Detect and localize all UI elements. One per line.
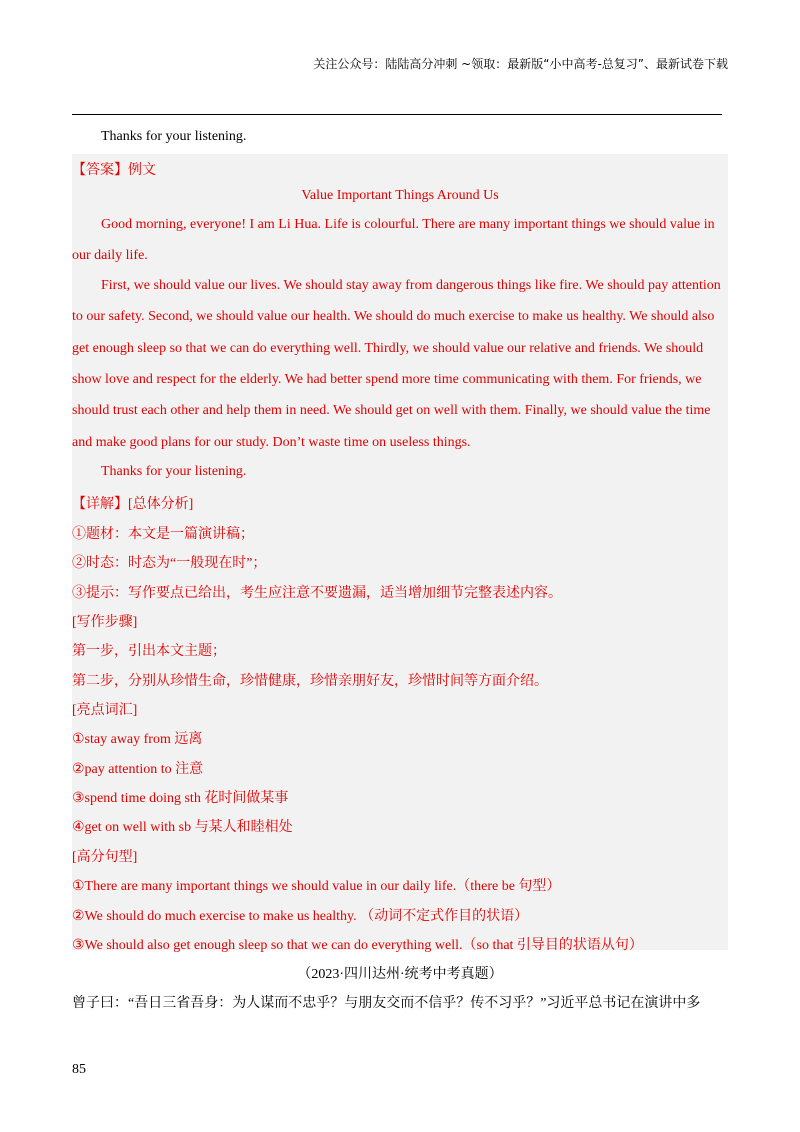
next-question-text: 曾子曰：“吾日三省吾身：为人谋而不忠乎？与朋友交而不信乎？传不习乎？”习近平总书记在演讲中多 [72,996,701,1011]
sentence-item: ③We should also get enough sleep so that we can do everything well.（so that 引导目的状语从句） [72,938,643,953]
page-number: 85 [72,1062,86,1077]
essay-title: Value Important Things Around Us [301,188,499,203]
vocab-item: ③spend time doing sth 花时间做某事 [72,791,289,806]
essay-line: and make good plans for our study. Don’t waste time on useless things. [72,435,471,450]
closing-line: Thanks for your listening. [101,129,247,144]
essay-line: our daily life. [72,248,148,263]
essay-line: First, we should value our lives. We should stay away from dangerous things like fire. We should pay attention [101,278,721,293]
question-source: （2023·四川达州·统考中考真题） [297,967,503,982]
header-rule [72,114,722,115]
sentences-label: [高分句型] [72,850,138,865]
vocab-item: ④get on well with sb 与某人和睦相处 [72,820,293,835]
page-header: 关注公众号：陆陆高分冲刺 ~领取：最新版“小中高考-总复习”、最新试卷下载 [313,57,728,71]
step-item: 第二步，分别从珍惜生命，珍惜健康，珍惜亲朋好友，珍惜时间等方面介绍。 [72,674,548,689]
essay-line: show love and respect for the elderly. We had better spend more time communicating with them. For friends, we [72,372,702,387]
overall-item: ①题材：本文是一篇演讲稿； [72,527,254,542]
essay-line: to our safety. Second, we should value our health. We should do much exercise to make us healthy. We should also [72,309,715,324]
essay-line: Thanks for your listening. [101,464,247,479]
overall-item: ③提示：写作要点已给出，考生应注意不要遗漏，适当增加细节完整表述内容。 [72,586,562,601]
vocab-item: ②pay attention to 注意 [72,762,204,777]
vocab-item: ①stay away from 远离 [72,732,203,747]
sentence-item: ②We should do much exercise to make us healthy. （动词不定式作目的状语） [72,909,529,924]
steps-label: [写作步骤] [72,615,138,630]
answer-section [72,154,728,953]
sentence-item: ①There are many important things we should value in our daily life.（there be 句型） [72,879,561,894]
overall-item: ②时态：时态为“一般现在时”； [72,556,267,571]
essay-line: should trust each other and help them in need. We should get on well with them. Finally, we should value the time [72,403,711,418]
essay-line: Good morning, everyone! I am Li Hua. Life is colourful. There are many important things we should value in [101,217,715,232]
essay-line: get enough sleep so that we can do everything well. Thirdly, we should value our relative and friends. We should [72,341,704,356]
vocab-label: [亮点词汇] [72,703,138,718]
step-item: 第一步，引出本文主题； [72,644,226,659]
answer-label: 【答案】例文 [72,163,156,178]
analysis-label: 【详解】[总体分析] [72,497,194,512]
